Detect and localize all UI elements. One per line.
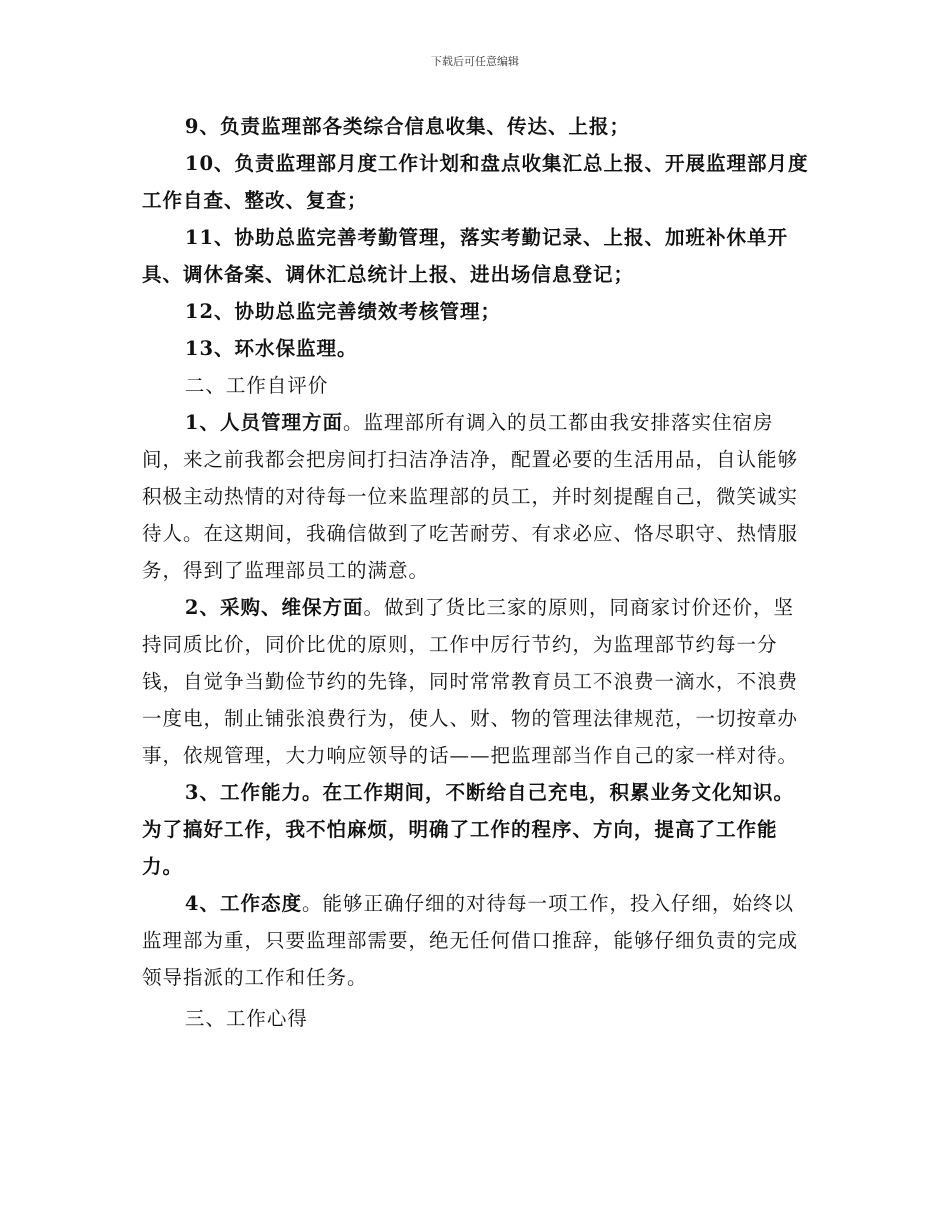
evaluation-item-2-lead: 2、采购、维保方面 [184, 596, 364, 619]
duty-item-12: 12、协助总监完善绩效考核管理； [184, 300, 502, 323]
evaluation-item-1 [142, 404, 812, 589]
evaluation-item-1-lead: 1、人员管理方面 [184, 411, 343, 434]
duty-item-13: 13、环水保监理。 [184, 337, 358, 360]
header-note: 下载后可任意编辑 [431, 55, 519, 68]
evaluation-item-4 [142, 885, 812, 996]
duty-item-9: 9、负责监理部各类综合信息收集、传达、上报； [184, 115, 630, 138]
section-heading-self-evaluation: 二、工作自评价 [184, 374, 329, 397]
evaluation-item-4-lead: 4、工作态度 [184, 892, 302, 915]
evaluation-item-2-body: 。做到了货比三家的原则，同商家讨价还价，坚持同质比价，同价比优的原则，工作中厉行节约，为监理部节约每一分钱，自觉争当勤俭节约的先锋，同时常常教育员工不浪费一滴水，不浪费一度电，制止铺张浪费行为，使人、财、物的管理法律规范，一切按章办事，依规管理，大力响应领导的话——把监理部当作自己的家一样对待。 [142, 596, 799, 767]
evaluation-item-2 [142, 589, 812, 774]
evaluation-item-3: 3、工作能力。在工作期间，不断给自己充电，积累业务文化知识。为了搞好工作，我不怕麻烦，明确了工作的程序、方向，提高了工作能力。 [142, 781, 794, 878]
section-heading-experience: 三、工作心得 [184, 1007, 308, 1030]
document-body [142, 108, 812, 1037]
evaluation-item-1-body: 。监理部所有调入的员工都由我安排落实住宿房间，来之前我都会把房间打扫洁净洁净，配置必要的生活用品，自认能够积极主动热情的对待每一位来监理部的员工，并时刻提醒自己，微笑诚实待人。在这期间，我确信做到了吃苦耐劳、有求必应、恪尽职守、热情服务，得到了监理部员工的满意。 [142, 411, 799, 582]
evaluation-item-4-body: 。能够正确仔细的对待每一项工作，投入仔细，始终以监理部为重，只要监理部需要，绝无任何借口推辞，能够仔细负责的完成领导指派的工作和任务。 [142, 892, 799, 989]
duty-item-11: 11、协助总监完善考勤管理，落实考勤记录、上报、加班补休单开具、调休备案、调休汇总统计上报、进出场信息登记； [142, 226, 789, 286]
duty-item-10: 10、负责监理部月度工作计划和盘点收集汇总上报、开展监理部月度工作自查、整改、复查； [142, 152, 809, 212]
